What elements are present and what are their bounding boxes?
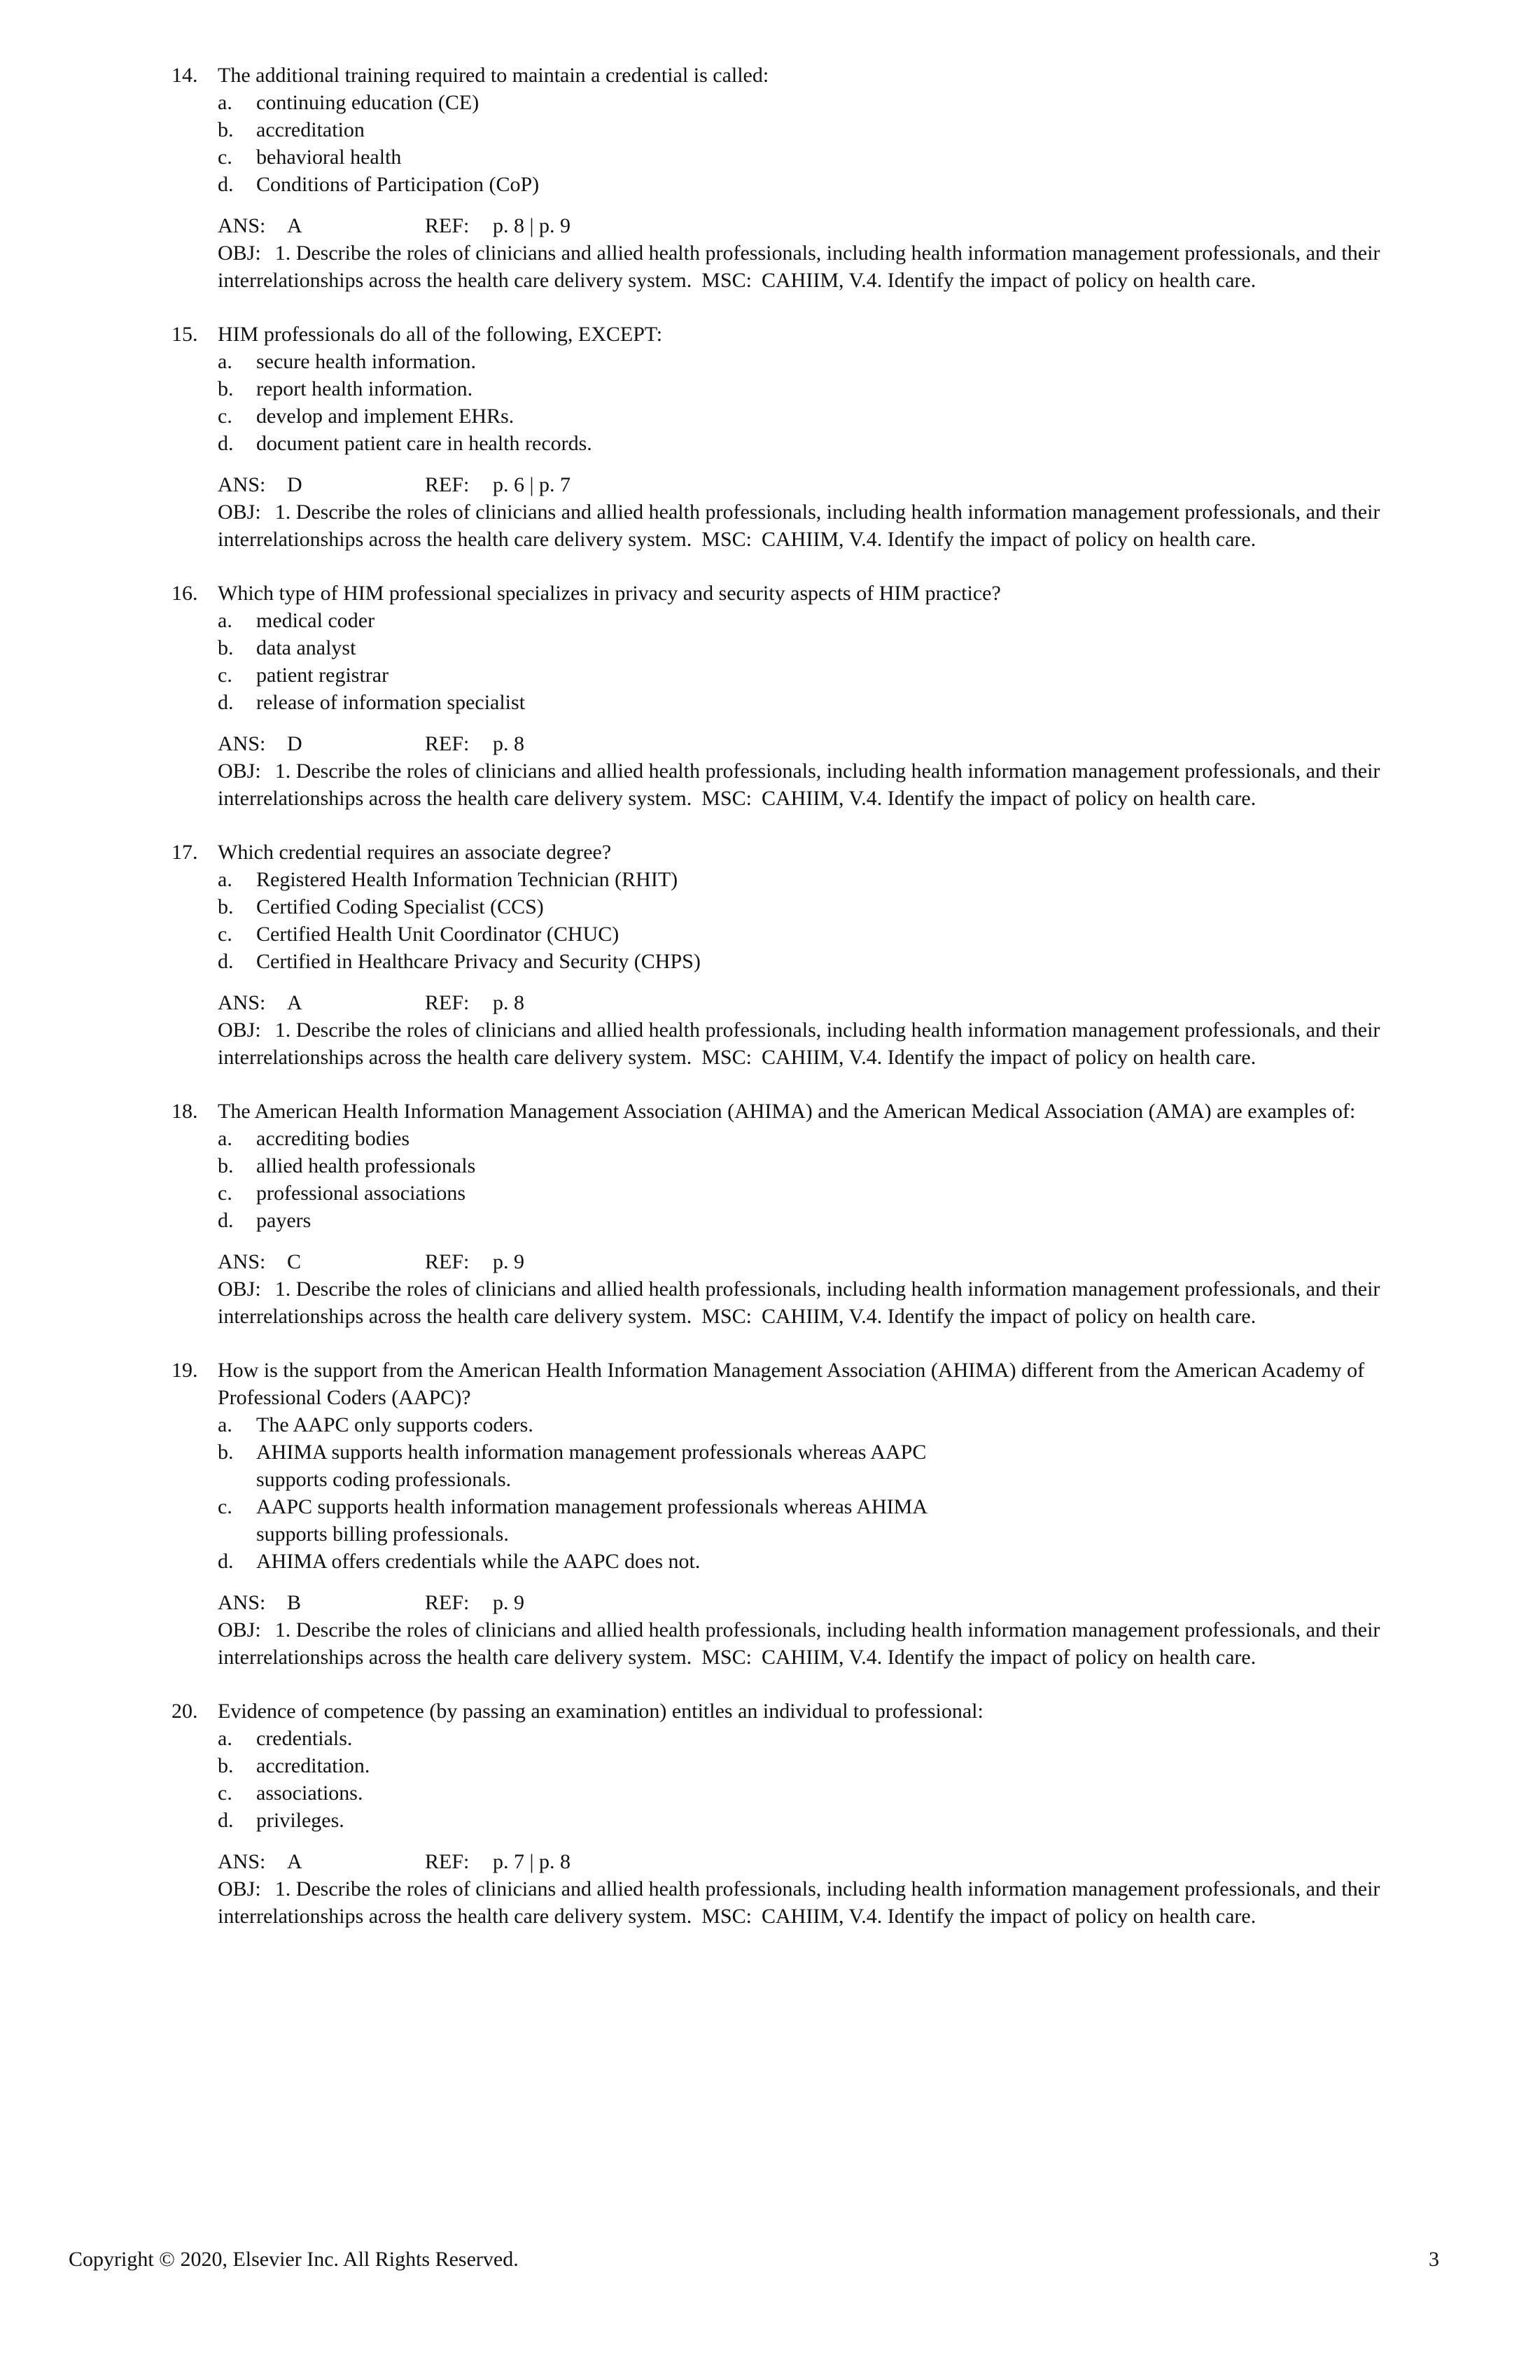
question-text: Which type of HIM professional specializes in privacy and security aspects of HIM practice? <box>218 582 1001 605</box>
answer-options <box>218 1725 1422 1834</box>
option-letter: b. <box>218 377 234 400</box>
ans-label: ANS: <box>218 214 266 237</box>
obj-label: OBJ: <box>218 1877 261 1900</box>
reference-pages: p. 7 | p. 8 <box>493 1850 571 1873</box>
answer-option <box>218 920 956 948</box>
answer-options <box>218 348 1422 457</box>
question-body <box>218 1357 1422 1671</box>
objective-text <box>218 757 1422 812</box>
option-text: associations. <box>256 1782 363 1805</box>
option-letter: b. <box>218 636 234 659</box>
option-letter: b. <box>218 895 234 918</box>
objective-description: 1. Describe the roles of clinicians and allied health professionals, including health information management professionals, and their interrelationships across the health care delivery system. <box>218 500 1380 551</box>
answer-option <box>218 634 956 662</box>
option-text: secure health information. <box>256 350 477 373</box>
ans-label: ANS: <box>218 1250 266 1273</box>
question-body <box>218 1698 1422 1930</box>
answer-key <box>218 471 1422 553</box>
option-letter: d. <box>218 691 234 714</box>
answer-option <box>218 893 956 920</box>
option-letter: d. <box>218 950 234 973</box>
ans-label: ANS: <box>218 473 266 496</box>
answer-option <box>218 866 956 893</box>
ans-label: ANS: <box>218 1591 266 1614</box>
question-number: 15. <box>172 323 198 346</box>
option-text: medical coder <box>256 609 375 632</box>
question-item <box>0 839 1540 1071</box>
answer-option <box>218 1807 956 1834</box>
answer-option <box>218 1152 956 1180</box>
ref-label: REF: <box>425 1591 470 1614</box>
answer-option <box>218 1411 956 1438</box>
answer-key <box>218 1848 1422 1930</box>
answer-key <box>218 730 1422 812</box>
option-letter: a. <box>218 1413 232 1436</box>
ans-label: ANS: <box>218 991 266 1014</box>
objective-description: 1. Describe the roles of clinicians and allied health professionals, including health information management professionals, and their interrelationships across the health care delivery system. <box>218 241 1380 292</box>
answer-option <box>218 1438 956 1493</box>
question-text: The additional training required to maintain a credential is called: <box>218 64 769 87</box>
msc-label: MSC: <box>701 1046 752 1069</box>
option-text: accreditation. <box>256 1754 370 1777</box>
option-text: AHIMA offers credentials while the AAPC does not. <box>256 1550 701 1573</box>
option-letter: d. <box>218 173 234 196</box>
msc-description: CAHIIM, V.4. Identify the impact of policy on health care. <box>762 1046 1256 1069</box>
answer-value: A <box>287 991 302 1014</box>
objective-text <box>218 1875 1422 1930</box>
answer-option <box>218 1180 956 1207</box>
option-text: patient registrar <box>256 664 389 687</box>
ref-label: REF: <box>425 1850 470 1873</box>
option-text: Certified in Healthcare Privacy and Security (CHPS) <box>256 950 701 973</box>
answer-line <box>218 730 1422 757</box>
option-text: payers <box>256 1209 312 1232</box>
question-text: Which credential requires an associate degree? <box>218 841 612 864</box>
option-letter: a. <box>218 91 232 114</box>
answer-line <box>218 1589 1422 1616</box>
answer-value: A <box>287 1850 302 1873</box>
answer-option <box>218 1725 956 1752</box>
option-letter: d. <box>218 1209 234 1232</box>
answer-options <box>218 607 1422 716</box>
option-text: continuing education (CE) <box>256 91 479 114</box>
ans-label: ANS: <box>218 1850 266 1873</box>
obj-label: OBJ: <box>218 760 261 783</box>
obj-label: OBJ: <box>218 1618 261 1642</box>
answer-option <box>218 689 956 716</box>
question-item <box>0 62 1540 294</box>
question-item <box>0 1098 1540 1330</box>
option-text: The AAPC only supports coders. <box>256 1413 533 1436</box>
answer-options <box>218 89 1422 198</box>
msc-description: CAHIIM, V.4. Identify the impact of policy on health care. <box>762 528 1256 551</box>
ans-label: ANS: <box>218 732 266 755</box>
option-text: Registered Health Information Technician (RHIT) <box>256 868 678 891</box>
answer-option <box>218 1493 956 1548</box>
answer-value: A <box>287 214 302 237</box>
objective-text <box>218 1616 1422 1671</box>
ref-label: REF: <box>425 991 470 1014</box>
question-number: 18. <box>172 1100 198 1123</box>
msc-description: CAHIIM, V.4. Identify the impact of policy on health care. <box>762 269 1256 292</box>
objective-description: 1. Describe the roles of clinicians and allied health professionals, including health information management professionals, and their interrelationships across the health care delivery system. <box>218 1877 1380 1928</box>
option-text: develop and implement EHRs. <box>256 405 514 428</box>
obj-label: OBJ: <box>218 241 261 265</box>
question-body <box>218 580 1422 812</box>
option-letter: b. <box>218 1754 234 1777</box>
option-letter: b. <box>218 118 234 141</box>
reference-pages: p. 9 <box>493 1250 524 1273</box>
answer-option <box>218 375 956 402</box>
msc-label: MSC: <box>701 269 752 292</box>
option-text: Conditions of Participation (CoP) <box>256 173 540 196</box>
option-text: allied health professionals <box>256 1154 476 1177</box>
answer-options <box>218 866 1422 975</box>
obj-label: OBJ: <box>218 1018 261 1042</box>
option-letter: a. <box>218 868 232 891</box>
answer-option <box>218 1752 956 1779</box>
msc-description: CAHIIM, V.4. Identify the impact of policy on health care. <box>762 787 1256 810</box>
answer-value: B <box>287 1591 302 1614</box>
answer-key <box>218 1589 1422 1671</box>
option-text: professional associations <box>256 1182 466 1205</box>
question-body <box>218 1098 1422 1330</box>
question-text: HIM professionals do all of the following, EXCEPT: <box>218 323 663 346</box>
option-text: release of information specialist <box>256 691 526 714</box>
obj-label: OBJ: <box>218 1278 261 1301</box>
objective-text <box>218 1275 1422 1330</box>
option-letter: d. <box>218 432 234 455</box>
answer-option <box>218 430 956 457</box>
objective-text <box>218 498 1422 553</box>
ref-label: REF: <box>425 1250 470 1273</box>
answer-option <box>218 402 956 430</box>
answer-value: D <box>287 473 302 496</box>
answer-option <box>218 144 956 171</box>
objective-text <box>218 1016 1422 1071</box>
ref-label: REF: <box>425 214 470 237</box>
option-letter: a. <box>218 609 232 632</box>
option-text: document patient care in health records. <box>256 432 592 455</box>
option-text: credentials. <box>256 1727 353 1750</box>
question-item <box>0 321 1540 553</box>
option-text: privileges. <box>256 1809 344 1832</box>
option-text: accrediting bodies <box>256 1127 410 1150</box>
reference-pages: p. 8 | p. 9 <box>493 214 571 237</box>
question-list <box>0 62 1540 1956</box>
answer-option <box>218 1548 956 1575</box>
msc-label: MSC: <box>701 528 752 551</box>
option-letter: b. <box>218 1441 234 1464</box>
objective-description: 1. Describe the roles of clinicians and allied health professionals, including health information management professionals, and their interrelationships across the health care delivery system. <box>218 1618 1380 1669</box>
option-letter: c. <box>218 1182 232 1205</box>
option-text: Certified Coding Specialist (CCS) <box>256 895 544 918</box>
question-number: 14. <box>172 64 198 87</box>
reference-pages: p. 8 <box>493 991 524 1014</box>
option-text: data analyst <box>256 636 356 659</box>
question-number: 17. <box>172 841 198 864</box>
answer-line <box>218 471 1422 498</box>
answer-option <box>218 662 956 689</box>
question-number: 19. <box>172 1359 198 1382</box>
answer-option <box>218 116 956 144</box>
question-item <box>0 580 1540 812</box>
msc-label: MSC: <box>701 1905 752 1928</box>
msc-label: MSC: <box>701 787 752 810</box>
question-text: The American Health Information Management Association (AHIMA) and the American Medical Association (AMA) are examples of: <box>218 1100 1356 1123</box>
option-text: accreditation <box>256 118 365 141</box>
answer-key <box>218 1248 1422 1330</box>
answer-option <box>218 1207 956 1234</box>
answer-line <box>218 1848 1422 1875</box>
question-body <box>218 839 1422 1071</box>
ref-label: REF: <box>425 473 470 496</box>
question-body <box>218 62 1422 294</box>
msc-label: MSC: <box>701 1646 752 1669</box>
answer-line <box>218 1248 1422 1275</box>
question-item <box>0 1357 1540 1671</box>
answer-key <box>218 212 1422 294</box>
answer-line <box>218 212 1422 239</box>
objective-description: 1. Describe the roles of clinicians and allied health professionals, including health information management professionals, and their interrelationships across the health care delivery system. <box>218 760 1380 810</box>
option-letter: b. <box>218 1154 234 1177</box>
objective-description: 1. Describe the roles of clinicians and allied health professionals, including health information management professionals, and their interrelationships across the health care delivery system. <box>218 1278 1380 1328</box>
msc-description: CAHIIM, V.4. Identify the impact of policy on health care. <box>762 1646 1256 1669</box>
option-text: Certified Health Unit Coordinator (CHUC) <box>256 923 620 946</box>
reference-pages: p. 6 | p. 7 <box>493 473 571 496</box>
answer-key <box>218 989 1422 1071</box>
question-text: Evidence of competence (by passing an examination) entitles an individual to professional: <box>218 1700 983 1723</box>
msc-description: CAHIIM, V.4. Identify the impact of policy on health care. <box>762 1305 1256 1328</box>
objective-text <box>218 239 1422 294</box>
option-text: behavioral health <box>256 146 402 169</box>
answer-line <box>218 989 1422 1016</box>
answer-value: D <box>287 732 302 755</box>
answer-option <box>218 607 956 634</box>
answer-option <box>218 1779 956 1807</box>
answer-value: C <box>287 1250 302 1273</box>
question-number: 20. <box>172 1700 198 1723</box>
obj-label: OBJ: <box>218 500 261 524</box>
option-letter: a. <box>218 1127 232 1150</box>
msc-description: CAHIIM, V.4. Identify the impact of policy on health care. <box>762 1905 1256 1928</box>
footer-copyright: Copyright © 2020, Elsevier Inc. All Rights Reserved. <box>69 2248 519 2271</box>
option-letter: c. <box>218 1495 232 1518</box>
option-letter: a. <box>218 1727 232 1750</box>
answer-option <box>218 171 956 198</box>
option-text: AAPC supports health information management professionals whereas AHIMA supports billing professionals. <box>256 1495 927 1546</box>
reference-pages: p. 9 <box>493 1591 524 1614</box>
answer-option <box>218 1125 956 1152</box>
option-letter: d. <box>218 1809 234 1832</box>
option-letter: d. <box>218 1550 234 1573</box>
option-text: AHIMA supports health information management professionals whereas AAPC supports coding professionals. <box>256 1441 927 1491</box>
option-text: report health information. <box>256 377 473 400</box>
page-number: 3 <box>1429 2248 1439 2271</box>
question-body <box>218 321 1422 553</box>
question-text: How is the support from the American Health Information Management Association (AHIMA) different from the American Academy of Professional Coders (AAPC)? <box>218 1359 1365 1409</box>
question-item <box>0 1698 1540 1930</box>
ref-label: REF: <box>425 732 470 755</box>
question-number: 16. <box>172 582 198 605</box>
option-letter: c. <box>218 146 232 169</box>
objective-description: 1. Describe the roles of clinicians and allied health professionals, including health information management professionals, and their interrelationships across the health care delivery system. <box>218 1018 1380 1069</box>
option-letter: a. <box>218 350 232 373</box>
msc-label: MSC: <box>701 1305 752 1328</box>
option-letter: c. <box>218 664 232 687</box>
option-letter: c. <box>218 1782 232 1805</box>
answer-option <box>218 348 956 375</box>
answer-option <box>218 89 956 116</box>
answer-options <box>218 1411 1422 1575</box>
reference-pages: p. 8 <box>493 732 524 755</box>
answer-option <box>218 948 956 975</box>
answer-options <box>218 1125 1422 1234</box>
option-letter: c. <box>218 405 232 428</box>
option-letter: c. <box>218 923 232 946</box>
